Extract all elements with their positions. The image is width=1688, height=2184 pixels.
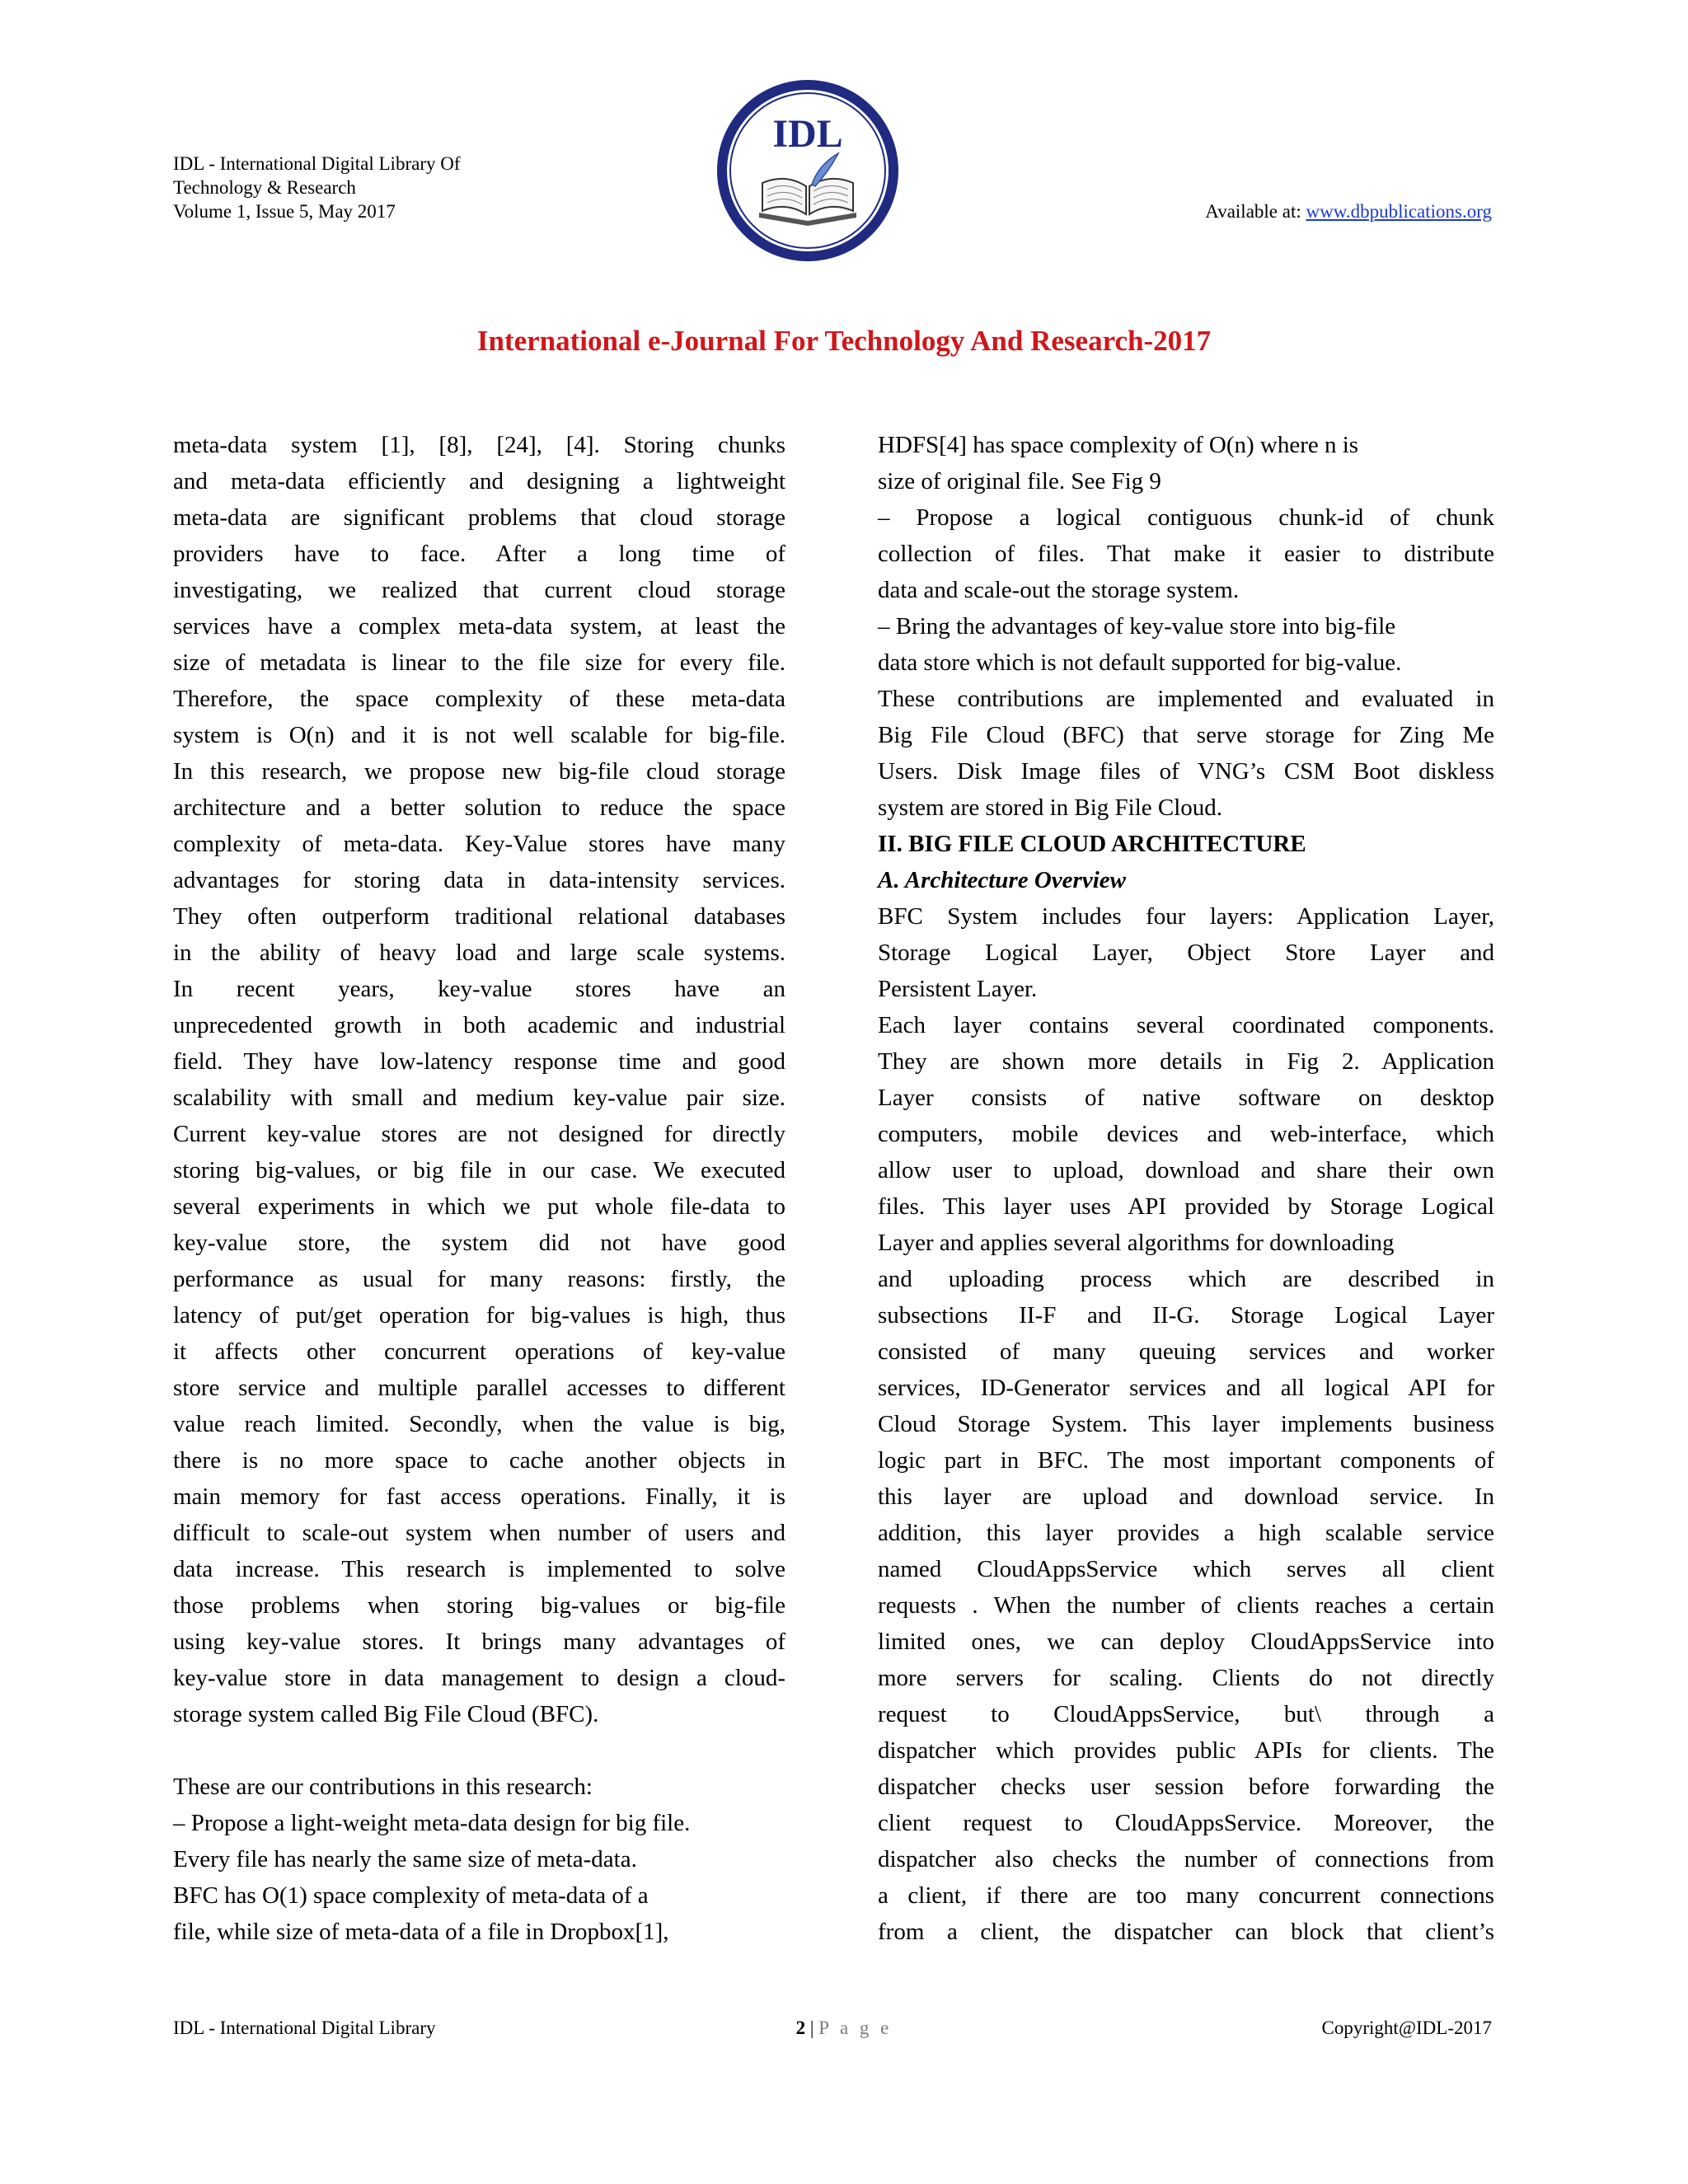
header-publisher-line-1: IDL - International Digital Library Of [173,153,461,174]
paragraph-line: BFC System includes four layers: Application Layer, [878,903,1494,930]
paragraph-line: services, ID-Generator services and all logical API for [878,1375,1494,1401]
paragraph-line: advantages for storing data in data-intensity services. [173,867,785,893]
paragraph-line: They are shown more details in Fig 2. Application [878,1048,1494,1075]
paragraph-line: Layer consists of native software on desktop [878,1085,1494,1111]
paragraph-line: These contributions are implemented and evaluated in [878,686,1494,712]
left-column [173,427,785,1950]
paragraph-line: limited ones, we can deploy CloudAppsService into [878,1629,1494,1655]
paragraph-line: Therefore, the space complexity of these meta-data [173,686,785,712]
paragraph-line: logic part in BFC. The most important components of [878,1447,1494,1474]
paragraph-line: dispatcher also checks the number of connections from [878,1846,1494,1872]
paragraph-line: size of original file. See Fig 9 [878,468,1161,494]
paragraph-line: data and scale-out the storage system. [878,577,1240,603]
paragraph-line: key-value store, the system did not have good [173,1230,785,1256]
paragraph-line: store service and multiple parallel accesses to different [173,1375,785,1401]
paragraph-line: value reach limited. Secondly, when the value is big, [173,1411,785,1437]
paragraph-line: consisted of many queuing services and worker [878,1338,1494,1365]
paragraph-line: addition, this layer provides a high scalable service [878,1520,1494,1546]
paragraph-line: allow user to upload, download and share their own [878,1157,1494,1183]
paragraph-line: Layer and applies several algorithms for downloading [878,1230,1395,1256]
paragraph-line: – Bring the advantages of key-value store into big-file [878,613,1396,640]
paragraph-line: latency of put/get operation for big-values is high, thus [173,1302,785,1329]
paragraph-line: Each layer contains several coordinated components. [878,1012,1494,1038]
paragraph-line: storing big-values, or big file in our case. We executed [173,1157,785,1183]
paragraph-line: BFC has O(1) space complexity of meta-data of a [173,1882,649,1909]
paragraph-line: system is O(n) and it is not well scalable for big-file. [173,722,785,748]
paragraph-line: providers have to face. After a long time of [173,541,785,567]
paragraph-line: and meta-data efficiently and designing a lightweight [173,468,785,494]
paragraph-line: In recent years, key-value stores have an [173,976,785,1002]
paragraph-line: Big File Cloud (BFC) that serve storage for Zing Me [878,722,1494,748]
publisher-website-link[interactable]: www.dbpublications.org [1306,201,1492,222]
paragraph-line: subsections II-F and II-G. Storage Logical Layer [878,1302,1494,1329]
paragraph-line: it affects other concurrent operations of key-value [173,1338,785,1365]
paragraph-line: Cloud Storage System. This layer implements business [878,1411,1494,1437]
paragraph-line: dispatcher checks user session before forwarding the [878,1774,1494,1800]
paragraph-line: – Propose a logical contiguous chunk-id of chunk [878,504,1494,531]
paragraph-line: requests . When the number of clients reaches a certain [878,1592,1494,1619]
paragraph-line: Current key-value stores are not designed for directly [173,1121,785,1147]
paragraph-line: request to CloudAppsService, but\ through a [878,1701,1494,1727]
header-publisher-block [173,152,461,223]
paragraph-line: These are our contributions in this research: [173,1774,593,1800]
paragraph-line: this layer are upload and download service. In [878,1483,1494,1510]
paragraph-line: They often outperform traditional relational databases [173,903,785,930]
footer-publisher: IDL - International Digital Library [173,2018,436,2038]
paragraph-line: complexity of meta-data. Key-Value stores have many [173,831,785,857]
paragraph-line: system are stored in Big File Cloud. [878,794,1223,821]
paragraph-line: and uploading process which are described in [878,1266,1494,1292]
paragraph-line: scalability with small and medium key-value pair size. [173,1085,785,1111]
paragraph-line: HDFS[4] has space complexity of O(n) where n is [878,432,1359,458]
idl-logo-text: IDL [772,112,843,156]
footer-copyright: Copyright@IDL-2017 [1321,2018,1492,2038]
page-separator: | [805,2018,819,2038]
page-number: 2 [795,2018,806,2038]
paragraph-line: using key-value stores. It brings many advantages of [173,1629,785,1655]
availability-label: Available at: [1205,201,1306,222]
paragraph-line: computers, mobile devices and web-interface, which [878,1121,1494,1147]
paragraph-line: more servers for scaling. Clients do not directly [878,1665,1494,1691]
paragraph-line: size of metadata is linear to the file size for every file. [173,649,785,676]
paragraph-line: meta-data system [1], [8], [24], [4]. Storing chunks [173,432,785,458]
paragraph-line: Storage Logical Layer, Object Store Layer and [878,940,1494,966]
paragraph-line: those problems when storing big-values or big-file [173,1592,785,1619]
paragraph-line: – Propose a light-weight meta-data design for big file. [173,1810,691,1836]
header-publisher-line-2: Technology & Research [173,177,356,198]
paragraph-gap [173,1732,785,1769]
paragraph-line: field. They have low-latency response time and good [173,1048,785,1075]
paragraph-line: Every file has nearly the same size of meta-data. [173,1846,637,1872]
paragraph-line: meta-data are significant problems that cloud storage [173,504,785,531]
paragraph-line: a client, if there are too many concurrent connections [878,1882,1494,1909]
paragraph-line: performance as usual for many reasons: firstly, the [173,1266,785,1292]
page-label: P a g e [818,2018,893,2038]
paragraph-line: Persistent Layer. [878,976,1038,1002]
paragraph-line: investigating, we realized that current cloud storage [173,577,785,603]
right-column [878,427,1494,1950]
paragraph-line: files. This layer uses API provided by Storage Logical [878,1193,1494,1220]
paragraph-line: several experiments in which we put whole file-data to [173,1193,785,1220]
paragraph-line: file, while size of meta-data of a file in Dropbox[1], [173,1919,669,1945]
paragraph-line: storage system called Big File Cloud (BFC). [173,1701,599,1727]
paragraph-line: key-value store in data management to design a cloud- [173,1665,785,1691]
paragraph-line: client request to CloudAppsService. Moreover, the [878,1810,1494,1836]
paragraph-line: unprecedented growth in both academic and industrial [173,1012,785,1038]
header-volume-issue: Volume 1, Issue 5, May 2017 [173,201,396,222]
subsection-heading: A. Architecture Overview [878,867,1126,893]
paragraph-line: architecture and a better solution to reduce the space [173,794,785,821]
paragraph-line: services have a complex meta-data system, at least the [173,613,785,640]
paragraph-line: there is no more space to cache another objects in [173,1447,785,1474]
paragraph-line: named CloudAppsService which serves all client [878,1556,1494,1582]
section-heading: II. BIG FILE CLOUD ARCHITECTURE [878,831,1306,857]
paragraph-line: from a client, the dispatcher can block that client’s [878,1919,1494,1945]
paragraph-line: difficult to scale-out system when number of users and [173,1520,785,1546]
paragraph-line: dispatcher which provides public APIs for clients. The [878,1737,1494,1764]
journal-title: International e-Journal For Technology And Research-2017 [476,325,1212,357]
paragraph-line: in the ability of heavy load and large scale systems. [173,940,785,966]
paragraph-line: Users. Disk Image files of VNG’s CSM Boot diskless [878,758,1494,785]
paragraph-line: collection of files. That make it easier to distribute [878,541,1494,567]
header-availability [1205,199,1492,223]
paragraph-line: data increase. This research is implemented to solve [173,1556,785,1582]
idl-logo [713,76,903,265]
paragraph-line: data store which is not default supported for big-value. [878,649,1402,676]
paragraph-line: In this research, we propose new big-file cloud storage [173,758,785,785]
paragraph-line: main memory for fast access operations. Finally, it is [173,1483,785,1510]
